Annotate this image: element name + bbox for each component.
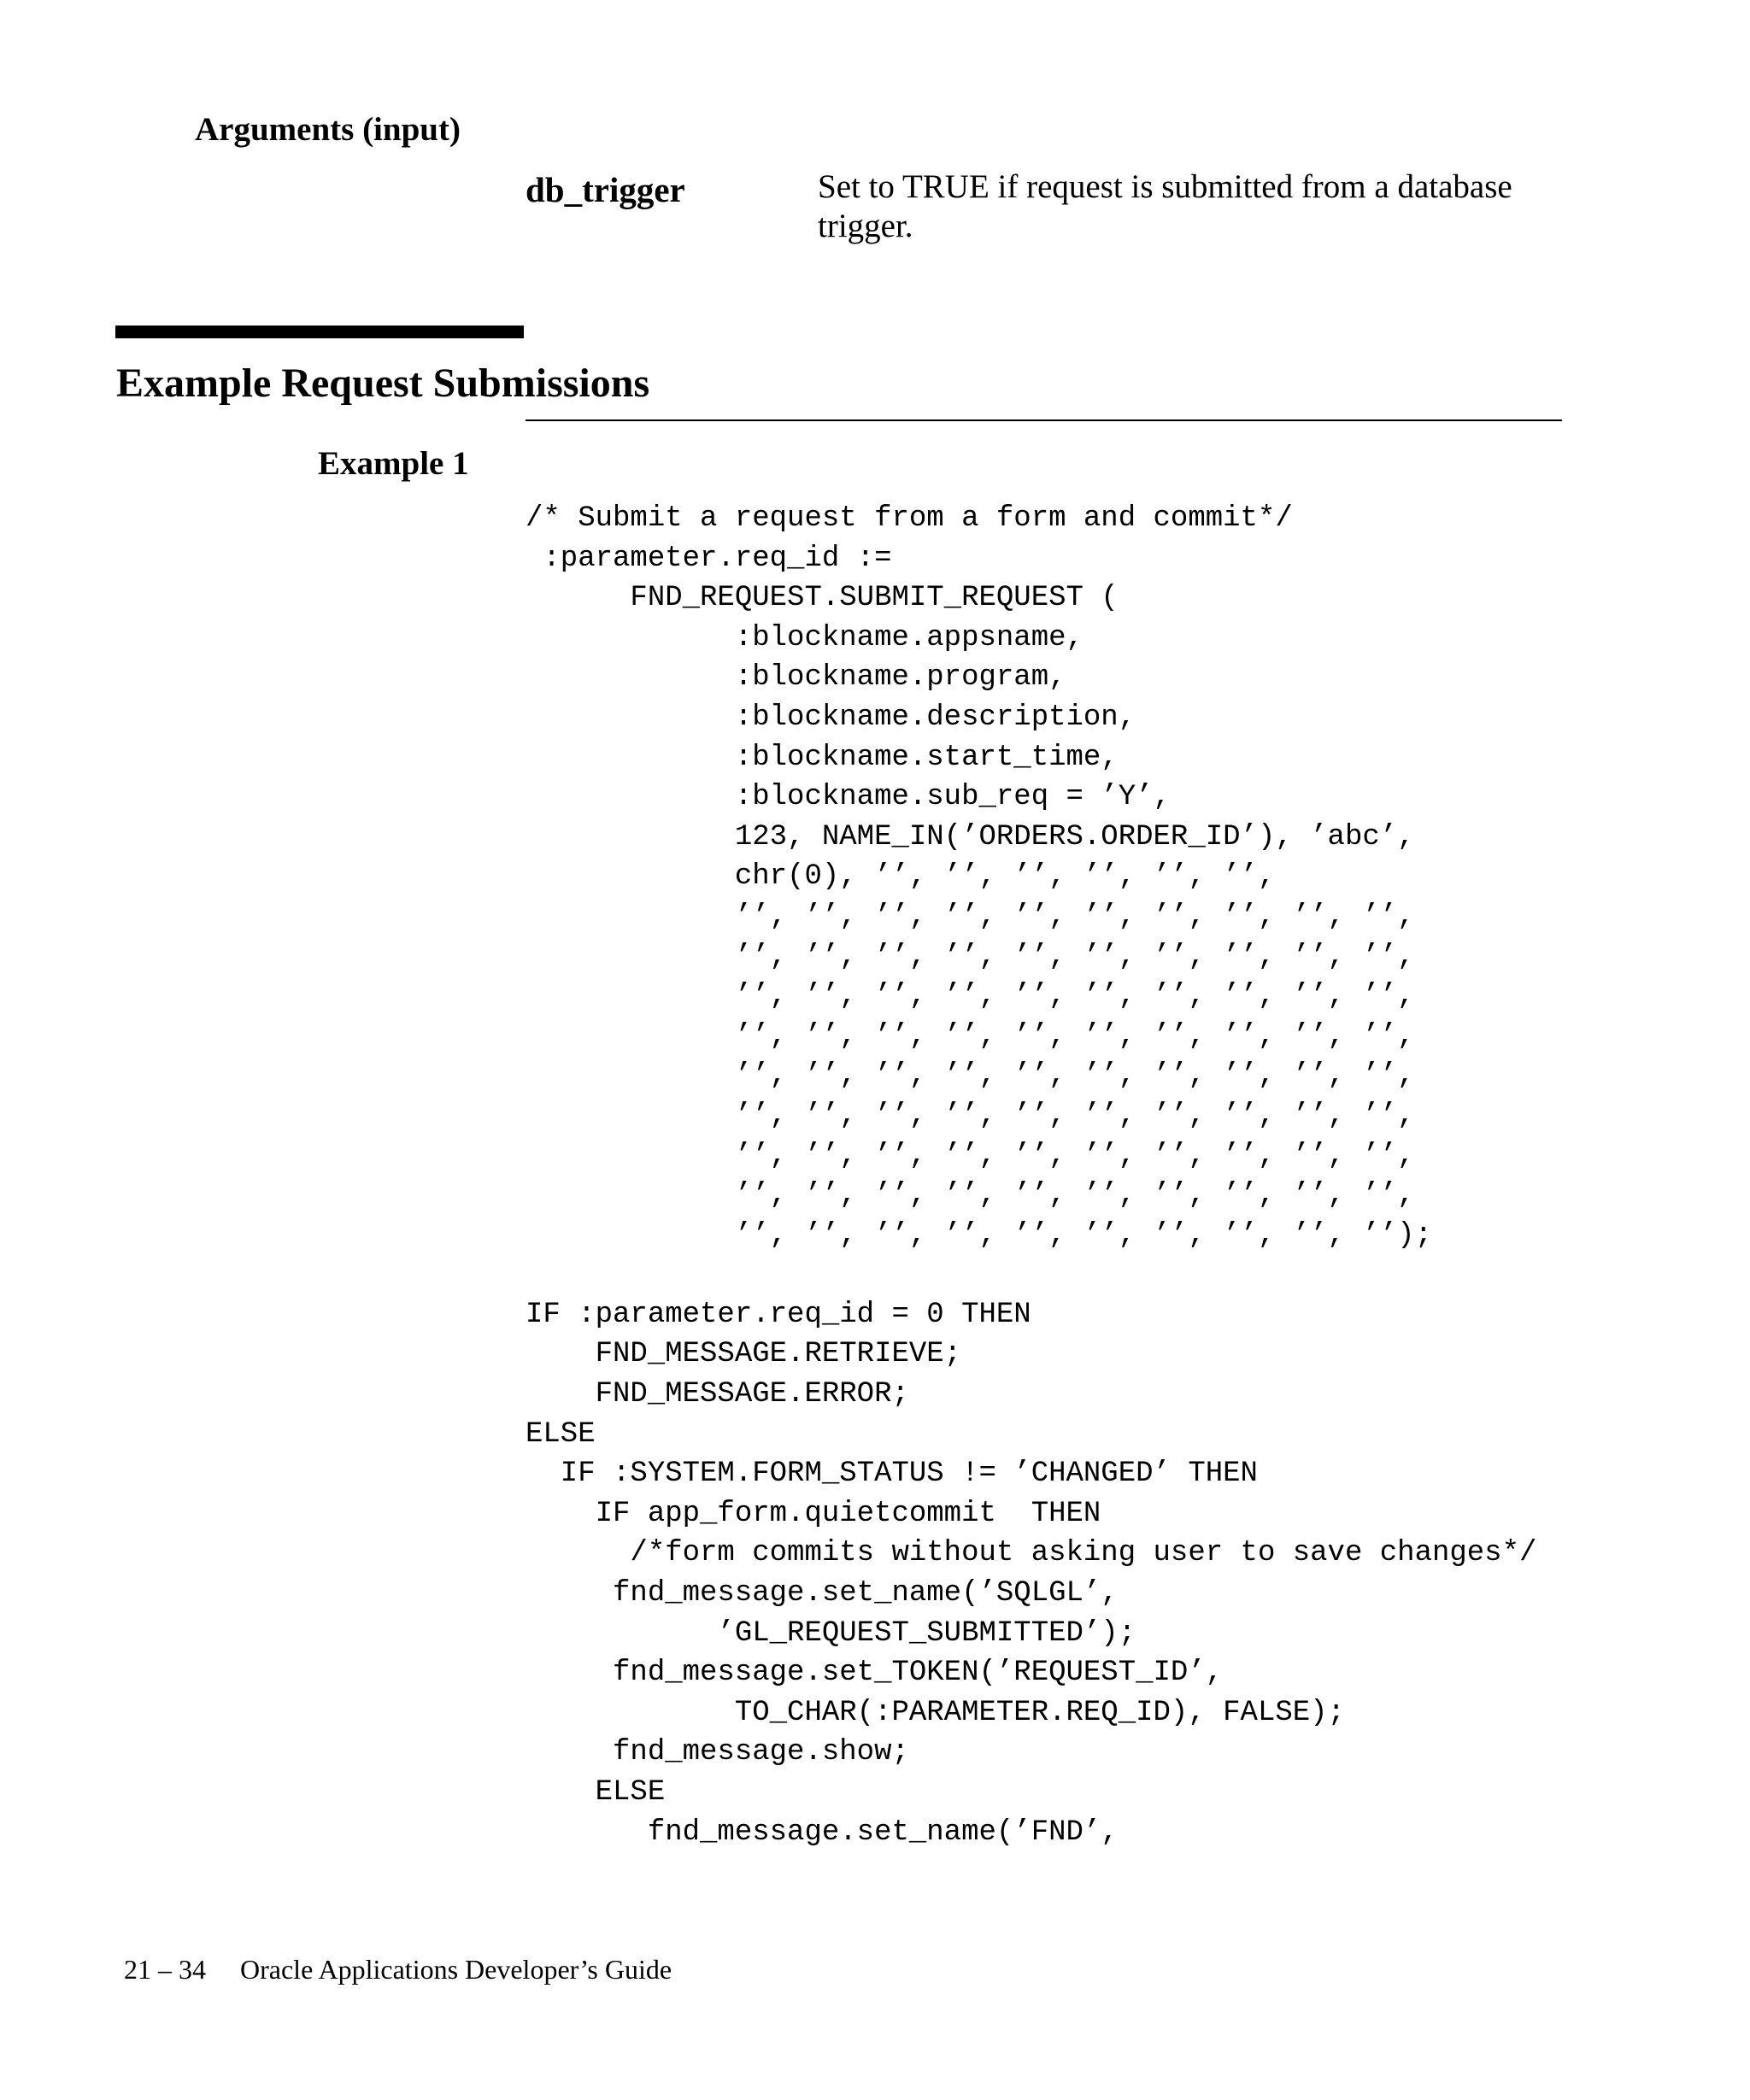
section-heading-bar [115, 326, 524, 338]
section-title: Example Request Submissions [116, 361, 650, 406]
arguments-heading: Arguments (input) [195, 111, 461, 148]
argument-description-db-trigger: Set to TRUE if request is submitted from a database trigger. [818, 168, 1512, 244]
page-number: 21 – 34 [124, 1954, 206, 1985]
section-rule [526, 419, 1562, 421]
code-example: /* Submit a request from a form and commit*/ :parameter.req_id := FND_REQUEST.SUBMIT_REQUEST ( :blockname.appsname, :blockname.program, :blockname.description, :blockname.start_time, :blockname.sub_req = ’Y’, 123, NAME_IN(’ORDERS.ORDER_ID’), ’abc’, chr(0), ’’, ’’, ’’, ’’, ’’, ’’, ’’, ’’, ’’, ’’, ’’, ’’, ’’, ’’, ’’, ’’, ’’, ’’, ’’, ’’, ’’, ’’, ’’, ’’, ’’, ’’, ’’, ’’, ’’, ’’, ’’, ’’, ’’, ’’, ’’, ’’, ’’, ’’, ’’, ’’, ’’, ’’, ’’, ’’, ’’, ’’, ’’, ’’, ’’, ’’, ’’, ’’, ’’, ’’, ’’, ’’, ’’, ’’, ’’, ’’, ’’, ’’, ’’, ’’, ’’, ’’, ’’, ’’, ’’, ’’, ’’, ’’, ’’, ’’, ’’, ’’, ’’, ’’, ’’, ’’, ’’, ’’, ’’, ’’, ’’, ’’, ’’, ’’, ’’, ’’, ’’, ’’, ’’, ’’, ’’, ’’); IF :parameter.req_id = 0 THEN FND_MESSAGE.RETRIEVE; FND_MESSAGE.ERROR; ELSE IF :SYSTEM.FORM_STATUS != ’CHANGED’ THEN IF app_form.quietcommit THEN /*form commits without asking user to save changes*/ fnd_message.set_name(’SQLGL’, ’GL_REQUEST_SUBMITTED’); fnd_message.set_TOKEN(’REQUEST_ID’, TO_CHAR(:PARAMETER.REQ_ID), FALSE); fnd_message.show; ELSE fnd_message.set_name(’FND’, [526, 502, 1537, 1849]
argument-name-db-trigger: db_trigger [526, 170, 685, 209]
book-title: Oracle Applications Developer’s Guide [240, 1954, 672, 1985]
page-footer [124, 1951, 672, 1987]
example-heading: Example 1 [318, 445, 469, 482]
